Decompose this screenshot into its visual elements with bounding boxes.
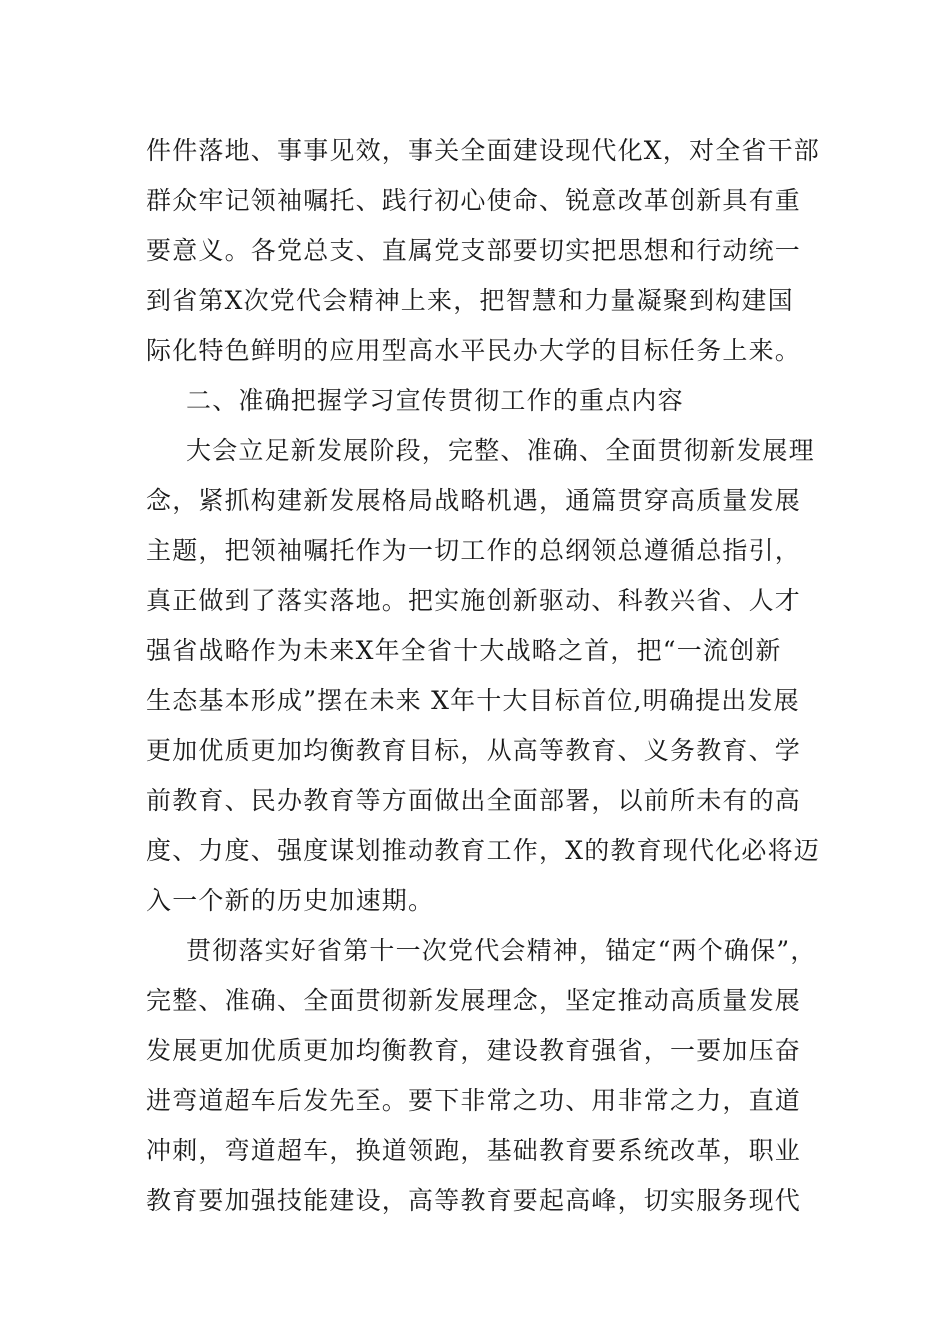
paragraph-line: 更加优质更加均衡教育目标，从高等教育、义务教育、学 xyxy=(146,736,802,765)
paragraph-line: 到省第X次党代会精神上来，把智慧和力量凝聚到构建国 xyxy=(146,286,794,315)
paragraph-line: 贯彻落实好省第十一次党代会精神，锚定“两个确保”， xyxy=(186,936,817,965)
paragraph-line: 群众牢记领袖嘱托、践行初心使命、锐意改革创新具有重 xyxy=(146,186,802,215)
section-heading: 二、准确把握学习宣传贯彻工作的重点内容 xyxy=(186,386,684,415)
paragraph-line: 要意义。各党总支、直属党支部要切实把思想和行动统一 xyxy=(146,236,802,265)
paragraph-line: 强省战略作为未来X年全省十大战略之首，把“一流创新 xyxy=(146,636,782,665)
paragraph-line: 发展更加优质更加均衡教育，建设教育强省，一要加压奋 xyxy=(146,1036,802,1065)
paragraph-line: 完整、准确、全面贯彻新发展理念，坚定推动高质量发展 xyxy=(146,986,802,1015)
paragraph-line: 前教育、民办教育等方面做出全面部署，以前所未有的高 xyxy=(146,786,802,815)
paragraph-line: 念，紧抓构建新发展格局战略机遇，通篇贯穿高质量发展 xyxy=(146,486,802,515)
paragraph-line: 件件落地、事事见效，事关全面建设现代化X，对全省干部 xyxy=(146,136,821,165)
paragraph-line: 度、力度、强度谋划推动教育工作，X的教育现代化必将迈 xyxy=(146,836,821,865)
paragraph-line: 生态基本形成”摆在未来 X年十大目标首位,明确提出发展 xyxy=(146,686,800,715)
paragraph-line: 进弯道超车后发先至。要下非常之功、用非常之力，直道 xyxy=(146,1086,802,1115)
paragraph-line: 入一个新的历史加速期。 xyxy=(146,886,435,915)
paragraph-line: 冲刺，弯道超车，换道领跑，基础教育要系统改革，职业 xyxy=(146,1136,802,1165)
paragraph-line: 主题，把领袖嘱托作为一切工作的总纲领总遵循总指引， xyxy=(146,536,802,565)
paragraph-line: 大会立足新发展阶段，完整、准确、全面贯彻新发展理 xyxy=(186,436,815,465)
paragraph-line: 际化特色鲜明的应用型高水平民办大学的目标任务上来。 xyxy=(146,336,802,365)
paragraph-line: 教育要加强技能建设，高等教育要起高峰，切实服务现代 xyxy=(146,1186,802,1215)
paragraph-line: 真正做到了落实落地。把实施创新驱动、科教兴省、人才 xyxy=(146,586,802,615)
